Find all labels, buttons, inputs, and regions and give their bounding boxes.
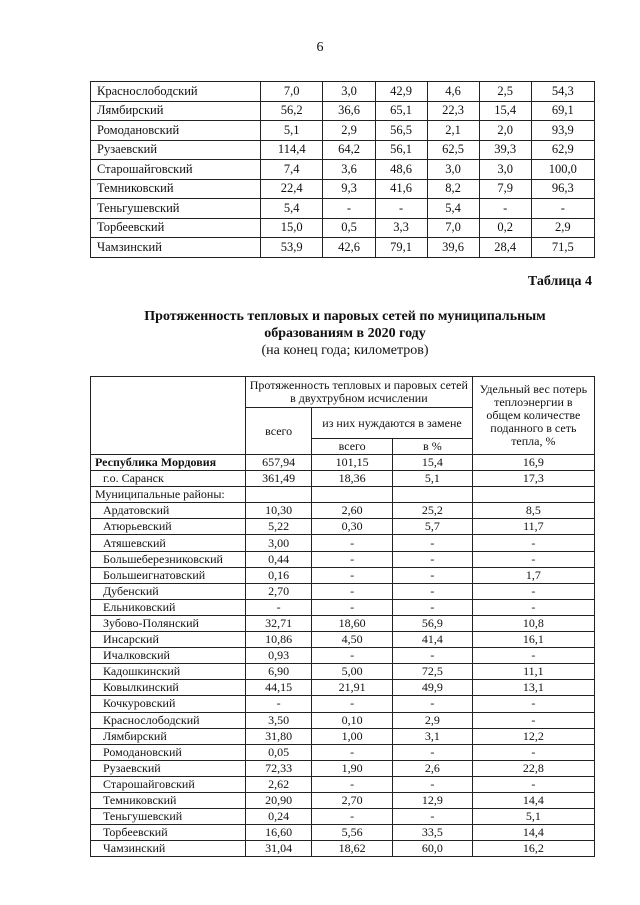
value-cell: 31,80 <box>246 728 312 744</box>
value-cell: - <box>312 648 393 664</box>
region-name-cell: Инсарский <box>91 632 246 648</box>
value-cell: 42,6 <box>323 238 375 258</box>
value-cell: 5,22 <box>246 519 312 535</box>
value-cell: 96,3 <box>531 179 594 199</box>
region-name-cell: Рузаевский <box>91 760 246 776</box>
value-cell: 22,4 <box>261 179 323 199</box>
value-cell: 41,4 <box>393 632 473 648</box>
value-cell: 15,0 <box>261 218 323 238</box>
value-cell: 361,49 <box>246 471 312 487</box>
value-cell: 39,3 <box>479 140 531 160</box>
value-cell: - <box>393 744 473 760</box>
table-row <box>91 760 595 776</box>
value-cell: - <box>393 551 473 567</box>
value-cell: 2,9 <box>531 218 594 238</box>
value-cell <box>393 487 473 503</box>
value-cell: 3,1 <box>393 728 473 744</box>
value-cell: 41,6 <box>375 179 427 199</box>
value-cell: 64,2 <box>323 140 375 160</box>
value-cell: 3,0 <box>323 82 375 102</box>
region-name-cell: Зубово-Полянский <box>91 615 246 631</box>
value-cell: 10,30 <box>246 503 312 519</box>
value-cell: 2,0 <box>479 121 531 141</box>
value-cell: 15,4 <box>479 101 531 121</box>
value-cell: 15,4 <box>393 455 473 471</box>
value-cell: 25,2 <box>393 503 473 519</box>
value-cell: 2,6 <box>393 760 473 776</box>
table-row <box>91 664 595 680</box>
value-cell: 1,00 <box>312 728 393 744</box>
region-name-cell: Кочкуровский <box>91 696 246 712</box>
region-name-cell: Темниковский <box>91 792 246 808</box>
value-cell: 4,50 <box>312 632 393 648</box>
value-cell: 39,6 <box>427 238 479 258</box>
value-cell: 16,2 <box>472 841 594 857</box>
table-row <box>91 776 595 792</box>
value-cell: 3,50 <box>246 712 312 728</box>
table-row <box>91 712 595 728</box>
table-row <box>91 809 595 825</box>
value-cell: 5,00 <box>312 664 393 680</box>
header-need-percent: в % <box>393 439 473 455</box>
value-cell: 3,00 <box>246 535 312 551</box>
value-cell: - <box>375 199 427 219</box>
table-row <box>91 519 595 535</box>
table-row <box>91 632 595 648</box>
value-cell: - <box>472 535 594 551</box>
value-cell: - <box>472 551 594 567</box>
value-cell: 0,44 <box>246 551 312 567</box>
header-need-total: всего <box>312 439 393 455</box>
value-cell: 62,9 <box>531 140 594 160</box>
table-row <box>91 455 595 471</box>
value-cell: 49,9 <box>393 680 473 696</box>
value-cell: - <box>246 599 312 615</box>
table-title-line1: Протяженность тепловых и паровых сетей по муниципальным <box>144 309 546 324</box>
value-cell: 93,9 <box>531 121 594 141</box>
value-cell: 18,36 <box>312 471 393 487</box>
value-cell: 2,60 <box>312 503 393 519</box>
value-cell: - <box>312 696 393 712</box>
value-cell: 114,4 <box>261 140 323 160</box>
region-name-cell: Лямбирский <box>91 728 246 744</box>
value-cell: 10,86 <box>246 632 312 648</box>
value-cell: 0,93 <box>246 648 312 664</box>
value-cell: 0,24 <box>246 809 312 825</box>
region-name-cell: Атяшевский <box>91 535 246 551</box>
value-cell: 2,62 <box>246 776 312 792</box>
table-row <box>91 599 595 615</box>
value-cell: - <box>312 567 393 583</box>
value-cell: 16,1 <box>472 632 594 648</box>
table-row <box>91 179 595 199</box>
value-cell: 3,0 <box>479 160 531 180</box>
region-name-cell: Ардатовский <box>91 503 246 519</box>
value-cell: - <box>312 599 393 615</box>
value-cell: 54,3 <box>531 82 594 102</box>
region-name-cell: Чамзинский <box>91 238 261 258</box>
value-cell: 28,4 <box>479 238 531 258</box>
value-cell: 32,71 <box>246 615 312 631</box>
value-cell: - <box>312 809 393 825</box>
value-cell: 657,94 <box>246 455 312 471</box>
table-row <box>91 567 595 583</box>
value-cell: 1,7 <box>472 567 594 583</box>
value-cell: - <box>472 744 594 760</box>
value-cell: 101,15 <box>312 455 393 471</box>
region-name-cell: Теньгушевский <box>91 199 261 219</box>
value-cell: - <box>472 583 594 599</box>
table-row <box>91 551 595 567</box>
value-cell <box>472 487 594 503</box>
value-cell: 79,1 <box>375 238 427 258</box>
value-cell: 2,70 <box>246 583 312 599</box>
region-name-cell: Теньгушевский <box>91 809 246 825</box>
value-cell: 33,5 <box>393 825 473 841</box>
header-need-replacement: из них нуждаются в замене <box>312 408 472 439</box>
value-cell: 5,1 <box>393 471 473 487</box>
region-name-cell: Торбеевский <box>91 825 246 841</box>
page-number: 6 <box>316 40 324 55</box>
value-cell: 14,4 <box>472 825 594 841</box>
table-row <box>91 238 595 258</box>
value-cell: - <box>393 696 473 712</box>
value-cell: 8,5 <box>472 503 594 519</box>
table-row <box>91 648 595 664</box>
region-name-cell: Чамзинский <box>91 841 246 857</box>
region-name-cell: Дубенский <box>91 583 246 599</box>
value-cell: - <box>312 776 393 792</box>
value-cell: - <box>393 535 473 551</box>
value-cell: - <box>472 599 594 615</box>
value-cell: - <box>312 551 393 567</box>
top-data-table <box>90 81 595 258</box>
region-name-cell: Рузаевский <box>91 140 261 160</box>
table-row <box>91 471 595 487</box>
value-cell: - <box>472 776 594 792</box>
value-cell <box>312 487 393 503</box>
value-cell: 72,5 <box>393 664 473 680</box>
value-cell: 22,3 <box>427 101 479 121</box>
value-cell: - <box>393 599 473 615</box>
header-total: всего <box>246 408 312 455</box>
value-cell: 12,9 <box>393 792 473 808</box>
region-name-cell: Республика Мордовия <box>91 455 246 471</box>
table-row <box>91 680 595 696</box>
value-cell: - <box>393 567 473 583</box>
value-cell: 2,9 <box>323 121 375 141</box>
value-cell: 62,5 <box>427 140 479 160</box>
table-row <box>91 728 595 744</box>
table-row <box>91 218 595 238</box>
value-cell: 0,30 <box>312 519 393 535</box>
value-cell: 2,70 <box>312 792 393 808</box>
region-name-cell: Муниципальные районы: <box>91 487 246 503</box>
table-row <box>91 744 595 760</box>
value-cell: - <box>393 583 473 599</box>
region-name-cell: Торбеевский <box>91 218 261 238</box>
value-cell: - <box>472 712 594 728</box>
table-row <box>91 199 595 219</box>
value-cell: 5,1 <box>261 121 323 141</box>
value-cell: 5,4 <box>261 199 323 219</box>
value-cell: 10,8 <box>472 615 594 631</box>
value-cell: 7,0 <box>427 218 479 238</box>
table-title-line2: образованиям в 2020 году <box>264 326 426 341</box>
value-cell: - <box>312 583 393 599</box>
value-cell: - <box>479 199 531 219</box>
table-row <box>91 82 595 102</box>
value-cell: 12,2 <box>472 728 594 744</box>
value-cell: 0,5 <box>323 218 375 238</box>
table-row <box>91 140 595 160</box>
region-name-cell: Ромодановский <box>91 121 261 141</box>
value-cell: 42,9 <box>375 82 427 102</box>
region-name-cell: Старошайговский <box>91 776 246 792</box>
table-row <box>91 841 595 857</box>
value-cell: 7,0 <box>261 82 323 102</box>
value-cell: 65,1 <box>375 101 427 121</box>
value-cell: 36,6 <box>323 101 375 121</box>
region-name-cell: Ковылкинский <box>91 680 246 696</box>
value-cell: 17,3 <box>472 471 594 487</box>
value-cell: 16,9 <box>472 455 594 471</box>
table-row <box>91 160 595 180</box>
value-cell <box>246 487 312 503</box>
value-cell: 56,5 <box>375 121 427 141</box>
value-cell: - <box>312 535 393 551</box>
table-row <box>91 503 595 519</box>
value-cell: 0,16 <box>246 567 312 583</box>
value-cell: 0,05 <box>246 744 312 760</box>
value-cell: - <box>323 199 375 219</box>
header-loss-share: Удельный вес потерь теплоэнергии в общем количестве поданного в сеть тепла, % <box>472 377 594 455</box>
value-cell: 0,2 <box>479 218 531 238</box>
value-cell: 18,60 <box>312 615 393 631</box>
value-cell: 16,60 <box>246 825 312 841</box>
value-cell: 0,10 <box>312 712 393 728</box>
table-row <box>91 121 595 141</box>
value-cell: - <box>393 809 473 825</box>
value-cell: 56,9 <box>393 615 473 631</box>
value-cell: 100,0 <box>531 160 594 180</box>
value-cell: 60,0 <box>393 841 473 857</box>
value-cell: 56,2 <box>261 101 323 121</box>
value-cell: 13,1 <box>472 680 594 696</box>
value-cell: 56,1 <box>375 140 427 160</box>
value-cell: 6,90 <box>246 664 312 680</box>
region-name-cell: Большеигнатовский <box>91 567 246 583</box>
value-cell: 18,62 <box>312 841 393 857</box>
value-cell: 1,90 <box>312 760 393 776</box>
table-row <box>91 583 595 599</box>
region-name-cell: Краснослободский <box>91 82 261 102</box>
region-name-cell: Атюрьевский <box>91 519 246 535</box>
value-cell: 5,56 <box>312 825 393 841</box>
value-cell: - <box>393 776 473 792</box>
value-cell: - <box>393 648 473 664</box>
table-row <box>91 825 595 841</box>
value-cell: 7,9 <box>479 179 531 199</box>
table-row <box>91 101 595 121</box>
value-cell: 22,8 <box>472 760 594 776</box>
value-cell: 3,0 <box>427 160 479 180</box>
value-cell: 8,2 <box>427 179 479 199</box>
value-cell: 14,4 <box>472 792 594 808</box>
region-name-cell: Темниковский <box>91 179 261 199</box>
region-name-cell: Краснослободский <box>91 712 246 728</box>
region-name-cell: Лямбирский <box>91 101 261 121</box>
table-row <box>91 487 595 503</box>
value-cell: - <box>246 696 312 712</box>
table-row <box>91 535 595 551</box>
table-label: Таблица 4 <box>527 274 592 289</box>
value-cell: 4,6 <box>427 82 479 102</box>
value-cell: 69,1 <box>531 101 594 121</box>
value-cell: 3,6 <box>323 160 375 180</box>
region-name-cell: Ичалковский <box>91 648 246 664</box>
value-cell: 3,3 <box>375 218 427 238</box>
header-empty-cell <box>91 377 246 455</box>
value-cell: 53,9 <box>261 238 323 258</box>
region-name-cell: Кадошкинский <box>91 664 246 680</box>
value-cell: 2,5 <box>479 82 531 102</box>
value-cell: 44,15 <box>246 680 312 696</box>
region-name-cell: г.о. Саранск <box>91 471 246 487</box>
value-cell: 48,6 <box>375 160 427 180</box>
region-name-cell: Ромодановский <box>91 744 246 760</box>
value-cell: 7,4 <box>261 160 323 180</box>
table-row <box>91 696 595 712</box>
value-cell: 71,5 <box>531 238 594 258</box>
value-cell: 2,1 <box>427 121 479 141</box>
value-cell: - <box>472 696 594 712</box>
table-subtitle: (на конец года; километров) <box>261 343 429 358</box>
value-cell: 21,91 <box>312 680 393 696</box>
value-cell: 5,1 <box>472 809 594 825</box>
region-name-cell: Большеберезниковский <box>91 551 246 567</box>
value-cell: - <box>472 648 594 664</box>
value-cell: 5,7 <box>393 519 473 535</box>
region-name-cell: Старошайговский <box>91 160 261 180</box>
value-cell: - <box>312 744 393 760</box>
header-length-group: Протяженность тепловых и паровых сетей в двухтрубном исчислении <box>246 377 473 408</box>
table-title <box>90 308 600 342</box>
value-cell: 31,04 <box>246 841 312 857</box>
value-cell: - <box>531 199 594 219</box>
value-cell: 2,9 <box>393 712 473 728</box>
value-cell: 20,90 <box>246 792 312 808</box>
value-cell: 11,1 <box>472 664 594 680</box>
value-cell: 9,3 <box>323 179 375 199</box>
value-cell: 5,4 <box>427 199 479 219</box>
value-cell: 72,33 <box>246 760 312 776</box>
heat-networks-table <box>90 376 595 857</box>
value-cell: 11,7 <box>472 519 594 535</box>
table-row <box>91 615 595 631</box>
table-row <box>91 792 595 808</box>
region-name-cell: Ельниковский <box>91 599 246 615</box>
